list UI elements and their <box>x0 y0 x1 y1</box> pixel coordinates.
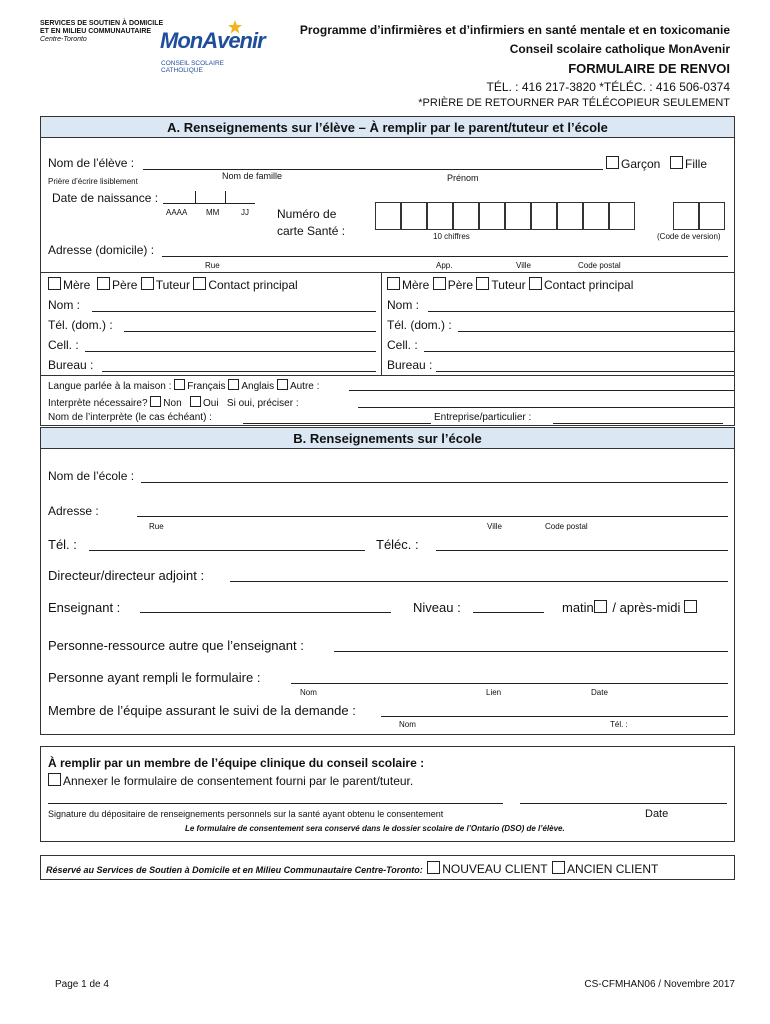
logo-text-line1: SERVICES DE SOUTIEN À DOMICILE <box>40 20 164 27</box>
contact2-home-tel-label: Tél. (dom.) : <box>387 318 452 332</box>
new-client-label: NOUVEAU CLIENT <box>442 862 548 876</box>
digit-box[interactable] <box>479 202 505 230</box>
school-fax-label: Téléc. : <box>376 537 419 552</box>
team-member-field[interactable] <box>381 716 728 717</box>
other-language-field[interactable] <box>349 390 734 391</box>
team-name-caption: Nom <box>399 720 416 729</box>
digit-box[interactable] <box>531 202 557 230</box>
teacher-field[interactable] <box>140 612 391 613</box>
dob-yyyy: AAAA <box>166 208 188 217</box>
dob-label: Date de naissance : <box>52 191 159 205</box>
school-name-label: Nom de l’école : <box>48 469 135 483</box>
home-language-label: Langue parlée à la maison : <box>48 381 172 392</box>
digit-box[interactable] <box>427 202 453 230</box>
brand-name: MonAvenir <box>160 28 265 53</box>
principal-label: Directeur/directeur adjoint : <box>48 568 205 583</box>
father-label: Père <box>112 278 138 292</box>
page-number: Page 1 de 4 <box>55 979 109 990</box>
school-tel-field[interactable] <box>89 550 365 551</box>
contact1-office-label: Bureau : <box>48 358 94 372</box>
contact2-home-tel-field[interactable] <box>458 331 734 332</box>
guardian-label: Tuteur <box>155 278 190 292</box>
board-label: Conseil scolaire catholique <box>509 42 666 56</box>
company-field[interactable] <box>553 423 723 424</box>
old-client-label: ANCIEN CLIENT <box>567 862 659 876</box>
no-label: Non <box>163 398 182 409</box>
version-box[interactable] <box>673 202 699 230</box>
fax-note: *PRIÈRE DE RETOURNER PAR TÉLÉCOPIEUR SEULEMENT <box>418 97 730 109</box>
last-name-caption: Nom de famille <box>222 171 283 181</box>
contact2-office-label: Bureau : <box>387 358 433 372</box>
reserved-label: Réservé au Services de Soutien à Domicile et en Milieu Communautaire Centre-Toronto: <box>46 865 423 875</box>
board-line <box>510 42 730 56</box>
afternoon-checkbox[interactable] <box>684 600 697 613</box>
contact2-main-checkbox[interactable] <box>529 277 542 290</box>
interpreter-row <box>48 396 299 409</box>
consent-note: Le formulaire de consentement sera conservé dans le dossier scolaire de l’Ontario (DSO) de l’élève. <box>185 824 565 833</box>
reserved-row <box>46 860 658 878</box>
logo-block <box>40 20 265 72</box>
contact2-name-field[interactable] <box>428 311 734 312</box>
gender-boy-option[interactable] <box>606 156 660 171</box>
gender-girl-option[interactable] <box>670 156 707 171</box>
mother-label-2: Mère <box>402 278 430 292</box>
session-options <box>562 600 699 615</box>
contact1-name-label: Nom : <box>48 298 81 312</box>
home-address-label: Adresse (domicile) : <box>48 243 155 257</box>
brand-subtitle: CONSEIL SCOLAIRE CATHOLIQUE <box>161 60 224 74</box>
other-label: Autre : <box>289 381 320 392</box>
clinical-heading: À remplir par un membre de l’équipe clinique du conseil scolaire : <box>48 756 425 770</box>
contact2-mother-checkbox[interactable] <box>387 277 400 290</box>
english-checkbox[interactable] <box>228 379 239 390</box>
contact1-office-field[interactable] <box>102 371 376 372</box>
contact-person-field[interactable] <box>334 651 728 652</box>
ten-digits-caption: 10 chiffres <box>433 232 470 241</box>
guardian-label-2: Tuteur <box>491 278 526 292</box>
school-tel-label: Tél. : <box>48 537 77 552</box>
section-a-title: A. Renseignements sur l’élève – À remplir par le parent/tuteur et l’école <box>40 116 735 138</box>
star-icon <box>228 20 242 34</box>
morning-checkbox[interactable] <box>594 600 607 613</box>
completed-name-caption: Nom <box>300 688 317 697</box>
school-name-field[interactable] <box>141 482 728 483</box>
completed-by-label: Personne ayant rempli le formulaire : <box>48 670 261 685</box>
contact1-cell-field[interactable] <box>85 351 376 352</box>
contact-person-label: Personne-ressource autre que l’enseignant : <box>48 638 304 653</box>
attach-consent-checkbox[interactable] <box>48 773 61 786</box>
contact2-relationship <box>387 277 633 292</box>
dob-mm: MM <box>206 208 220 217</box>
school-city-caption: Ville <box>487 522 502 531</box>
postal-caption: Code postal <box>578 261 621 270</box>
interpreter-details-field[interactable] <box>358 407 734 408</box>
version-box[interactable] <box>699 202 725 230</box>
if-yes-label: Si oui, préciser : <box>226 398 299 409</box>
contact2-cell-field[interactable] <box>424 351 734 352</box>
signature-date-field[interactable] <box>520 803 727 804</box>
contact1-name-field[interactable] <box>92 311 376 312</box>
mother-label: Mère <box>63 278 91 292</box>
contact1-guardian-checkbox[interactable] <box>141 277 154 290</box>
new-client-checkbox[interactable] <box>427 861 440 874</box>
school-street-caption: Rue <box>149 522 164 531</box>
contact2-name-label: Nom : <box>387 298 420 312</box>
interpreter-yes-checkbox[interactable] <box>190 396 201 407</box>
digit-box[interactable] <box>557 202 583 230</box>
section-b-title: B. Renseignements sur l’école <box>40 427 735 449</box>
old-client-checkbox[interactable] <box>552 861 565 874</box>
boy-label: Garçon <box>621 157 661 171</box>
contact2-guardian-checkbox[interactable] <box>476 277 489 290</box>
gender-boy-checkbox[interactable] <box>606 156 619 169</box>
main-contact-label: Contact principal <box>208 278 298 292</box>
teacher-label: Enseignant : <box>48 600 121 615</box>
contact1-home-tel-field[interactable] <box>124 331 376 332</box>
contact2-cell-label: Cell. : <box>387 338 418 352</box>
girl-label: Fille <box>685 157 708 171</box>
dob-field[interactable] <box>163 203 255 204</box>
version-code-caption: (Code de version) <box>657 232 721 241</box>
principal-field[interactable] <box>230 581 728 582</box>
health-card-digits[interactable] <box>375 202 645 230</box>
contacts-top-rule <box>40 272 735 273</box>
attach-consent-label: Annexer le formulaire de consentement fourni par le parent/tuteur. <box>63 774 414 788</box>
version-code-boxes[interactable] <box>673 202 725 230</box>
morning-label: matin <box>562 600 594 615</box>
school-fax-field[interactable] <box>436 550 728 551</box>
apt-caption: App. <box>436 261 453 270</box>
signature-date-caption: Date <box>645 808 669 820</box>
french-label: Français <box>187 381 226 392</box>
street-caption: Rue <box>205 261 220 270</box>
digit-box[interactable] <box>453 202 479 230</box>
digit-box[interactable] <box>609 202 635 230</box>
dob-dd: JJ <box>241 208 249 217</box>
health-card-label-1: Numéro de <box>277 207 337 221</box>
school-address-field[interactable] <box>137 516 728 517</box>
digit-box[interactable] <box>375 202 401 230</box>
print-note: Prière d’écrire lisiblement <box>48 177 138 186</box>
contact1-relationship <box>48 277 298 292</box>
city-caption: Ville <box>516 261 531 270</box>
digit-box[interactable] <box>505 202 531 230</box>
contact1-father-checkbox[interactable] <box>97 277 110 290</box>
other-language-checkbox[interactable] <box>277 379 288 390</box>
contact2-office-field[interactable] <box>436 371 734 372</box>
main-contact-label-2: Contact principal <box>543 278 634 292</box>
team-tel-caption: Tél. : <box>610 720 628 729</box>
team-member-label: Membre de l’équipe assurant le suivi de la demande : <box>48 703 356 718</box>
home-address-field[interactable] <box>162 256 728 257</box>
contact2-father-checkbox[interactable] <box>433 277 446 290</box>
student-name-label: Nom de l’élève : <box>48 156 135 170</box>
digit-box[interactable] <box>583 202 609 230</box>
dob-divider-1 <box>195 191 196 203</box>
logo-text-line3: Centre-Toronto <box>40 36 87 43</box>
contact1-main-checkbox[interactable] <box>193 277 206 290</box>
contacts-mid-rule <box>381 272 382 375</box>
school-address-label: Adresse : <box>48 504 99 518</box>
phone-fax: TÉL. : 416 217-3820 *TÉLÉC. : 416 506-0374 <box>486 80 730 94</box>
father-label-2: Père <box>447 278 474 292</box>
company-label: Entreprise/particulier : <box>434 412 532 423</box>
contacts-bottom-rule <box>40 375 735 376</box>
contact1-mother-checkbox[interactable] <box>48 277 61 290</box>
completed-link-caption: Lien <box>486 688 502 697</box>
form-title: FORMULAIRE DE RENVOI <box>568 61 730 76</box>
gender-girl-checkbox[interactable] <box>670 156 683 169</box>
contact1-cell-label: Cell. : <box>48 338 79 352</box>
afternoon-label: / après-midi <box>612 600 681 615</box>
completed-by-field[interactable] <box>291 683 728 684</box>
interpreter-needed-label: Interprète nécessaire? <box>48 398 148 409</box>
board-name: MonAvenir <box>668 42 730 56</box>
health-card-label-2: carte Santé : <box>277 224 346 238</box>
brand-logo <box>160 28 265 54</box>
signature-caption: Signature du dépositaire de renseignements personnels sur la santé ayant obtenu le consentement <box>48 809 444 819</box>
interpreter-name-field[interactable] <box>243 423 431 424</box>
program-title: Programme d’infirmières et d’infirmiers en santé mentale et en toxicomanie <box>299 23 730 37</box>
grade-field[interactable] <box>473 612 544 613</box>
school-postal-caption: Code postal <box>545 522 588 531</box>
digit-box[interactable] <box>401 202 427 230</box>
student-name-field[interactable] <box>143 169 603 170</box>
signature-field[interactable] <box>48 803 503 804</box>
dob-divider-2 <box>225 191 226 203</box>
contact1-home-tel-label: Tél. (dom.) : <box>48 318 113 332</box>
yes-label: Oui <box>203 398 219 409</box>
grade-label: Niveau : <box>413 600 461 615</box>
english-label: Anglais <box>241 381 275 392</box>
logo-text-line2: ET EN MILIEU COMMUNAUTAIRE <box>40 28 152 35</box>
first-name-caption: Prénom <box>447 173 479 183</box>
attach-consent-row <box>48 773 413 788</box>
french-checkbox[interactable] <box>174 379 185 390</box>
home-language-row <box>48 379 319 392</box>
interpreter-name-label: Nom de l’interprète (le cas échéant) : <box>48 412 212 423</box>
completed-date-caption: Date <box>591 688 608 697</box>
form-code: CS-CFMHAN06 / Novembre 2017 <box>584 979 735 990</box>
interpreter-no-checkbox[interactable] <box>150 396 161 407</box>
